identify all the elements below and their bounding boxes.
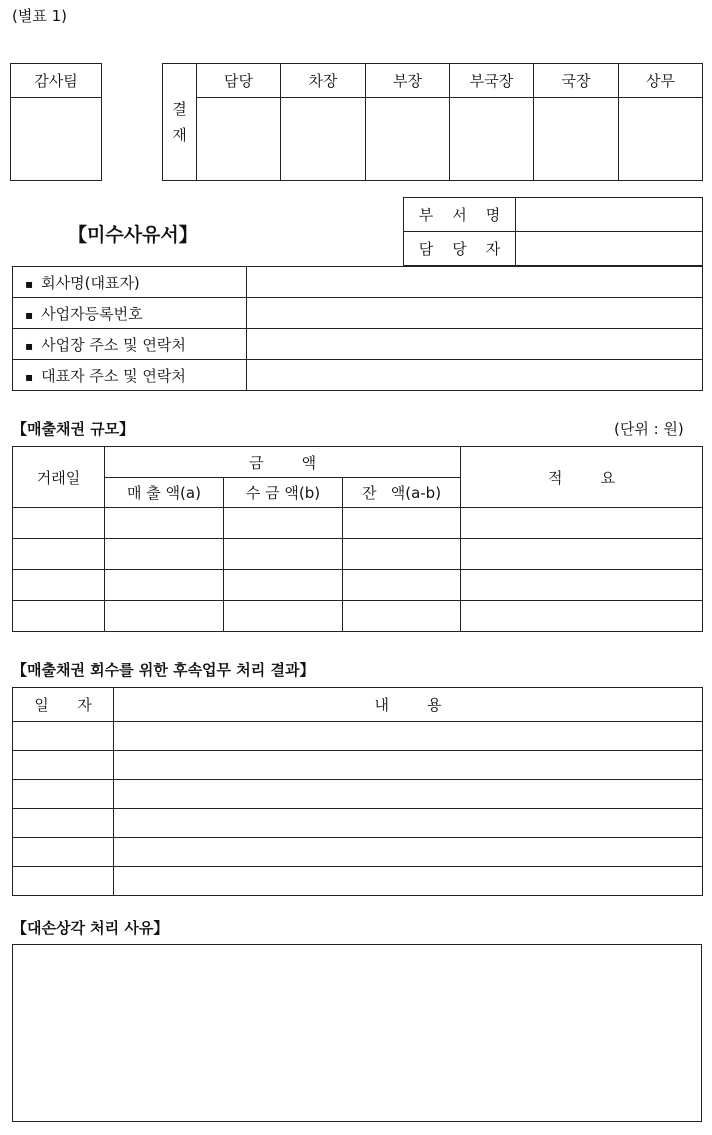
ceo-address-field[interactable] — [247, 360, 703, 391]
col-followup-date: 일 자 — [13, 688, 114, 722]
approval-sign-cell[interactable] — [619, 98, 703, 181]
company-row-label: ▪ 대표자 주소 및 연락처 — [13, 360, 247, 391]
sales-table — [12, 446, 703, 632]
cell[interactable] — [224, 570, 343, 601]
dept-name-label: 부 서 명 — [404, 198, 516, 232]
cell[interactable] — [114, 780, 703, 809]
cell[interactable] — [105, 601, 224, 632]
table-row — [13, 838, 703, 867]
approval-sign-cell[interactable] — [281, 98, 366, 181]
cell[interactable] — [461, 570, 703, 601]
cell[interactable] — [461, 539, 703, 570]
audit-team-box — [10, 63, 102, 181]
col-sales-amount: 매 출 액(a) — [105, 478, 224, 508]
sales-heading: 【매출채권 규모】 — [12, 420, 135, 438]
cell[interactable] — [224, 539, 343, 570]
approval-col-deputy: 차장 — [281, 64, 366, 98]
col-collected-amount: 수 금 액(b) — [224, 478, 343, 508]
cell[interactable] — [114, 751, 703, 780]
approval-col-manager: 부장 — [366, 64, 450, 98]
col-balance: 잔 액(a-b) — [343, 478, 461, 508]
dept-name-field[interactable] — [516, 198, 703, 232]
table-row — [13, 570, 703, 601]
approval-col-director: 국장 — [534, 64, 619, 98]
company-row-label: ▪ 사업장 주소 및 연락처 — [13, 329, 247, 360]
cell[interactable] — [114, 867, 703, 896]
col-followup-content: 내 용 — [114, 688, 703, 722]
cell[interactable] — [343, 601, 461, 632]
cell[interactable] — [13, 751, 114, 780]
dept-info-table — [403, 197, 703, 266]
audit-team-label: 감사팀 — [11, 64, 102, 98]
table-row — [13, 751, 703, 780]
cell[interactable] — [105, 508, 224, 539]
cell[interactable] — [343, 570, 461, 601]
company-row-label: ▪ 사업자등록번호 — [13, 298, 247, 329]
person-field[interactable] — [516, 232, 703, 266]
cell[interactable] — [13, 809, 114, 838]
cell[interactable] — [114, 809, 703, 838]
approval-sign-cell[interactable] — [366, 98, 450, 181]
approval-col-staff: 담당 — [197, 64, 281, 98]
cell[interactable] — [13, 838, 114, 867]
approval-sign-cell[interactable] — [197, 98, 281, 181]
approval-sign-cell[interactable] — [450, 98, 534, 181]
cell[interactable] — [13, 570, 105, 601]
audit-team-sign-cell[interactable] — [11, 98, 102, 181]
cell[interactable] — [114, 838, 703, 867]
approval-sign-cell[interactable] — [534, 98, 619, 181]
followup-heading: 【매출채권 회수를 위한 후속업무 처리 결과】 — [12, 661, 315, 679]
cell[interactable] — [105, 539, 224, 570]
cell[interactable] — [13, 508, 105, 539]
approval-col-deputy-director: 부국장 — [450, 64, 534, 98]
approval-side-label: 결 재 — [163, 64, 197, 181]
cell[interactable] — [13, 601, 105, 632]
cell[interactable] — [224, 508, 343, 539]
table-row — [13, 601, 703, 632]
cell[interactable] — [224, 601, 343, 632]
cell[interactable] — [461, 601, 703, 632]
col-trade-date: 거래일 — [13, 447, 105, 508]
cell[interactable] — [461, 508, 703, 539]
approval-table — [162, 63, 703, 181]
col-remarks: 적 요 — [461, 447, 703, 508]
doc-title: 【미수사유서】 — [68, 224, 198, 246]
company-row-label: ▪ 회사명(대표자) — [13, 267, 247, 298]
business-number-field[interactable] — [247, 298, 703, 329]
cell[interactable] — [343, 508, 461, 539]
unit-label: (단위 : 원) — [614, 420, 684, 438]
company-info-table — [12, 266, 703, 391]
followup-table — [12, 687, 703, 896]
table-row — [13, 508, 703, 539]
annex-label: (별표 1) — [12, 7, 67, 25]
table-row — [13, 780, 703, 809]
person-label: 담 당 자 — [404, 232, 516, 266]
table-row — [13, 722, 703, 751]
table-row — [13, 539, 703, 570]
table-row — [13, 867, 703, 896]
cell[interactable] — [13, 722, 114, 751]
cell[interactable] — [13, 867, 114, 896]
cell[interactable] — [343, 539, 461, 570]
col-amount: 금 액 — [105, 447, 461, 478]
company-name-field[interactable] — [247, 267, 703, 298]
approval-col-executive: 상무 — [619, 64, 703, 98]
cell[interactable] — [13, 539, 105, 570]
cell[interactable] — [114, 722, 703, 751]
writeoff-reason-field[interactable] — [12, 944, 702, 1122]
cell[interactable] — [13, 780, 114, 809]
business-address-field[interactable] — [247, 329, 703, 360]
writeoff-heading: 【대손상각 처리 사유】 — [12, 919, 169, 937]
table-row — [13, 809, 703, 838]
cell[interactable] — [105, 570, 224, 601]
